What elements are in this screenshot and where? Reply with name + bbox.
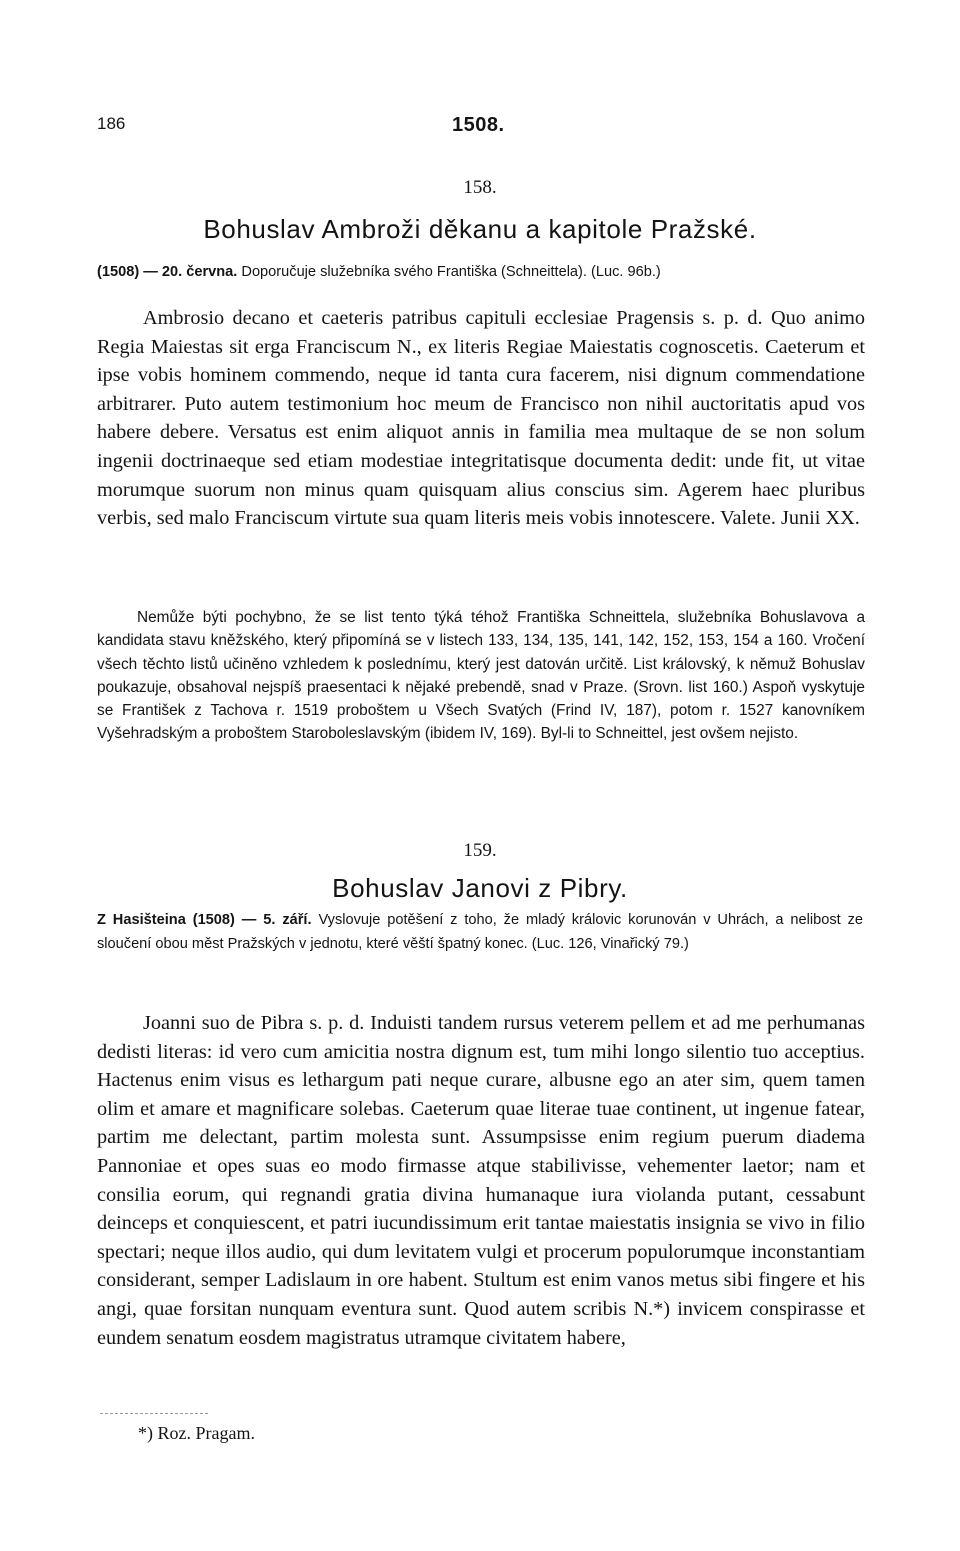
footnote: *) Roz. Pragam.: [138, 1423, 255, 1443]
letter-159-title: Bohuslav Janovi z Pibry.: [332, 873, 628, 903]
letter-159-number: 159.: [463, 840, 497, 861]
letter-159-regest-text: Vyslovuje potěšení z toho, že mladý královic korunován v Uhrách, a nelibost ze sloučení obou měst Pražských v jednotu, které věští špatný konec. (Luc. 126, Vinařický 79.): [97, 912, 864, 952]
letter-158-regest-date: (1508) — 20. června.: [97, 264, 238, 280]
letter-158-regest-text: Doporučuje služebníka svého Františka (Schneittela). (Luc. 96b.): [241, 264, 661, 280]
letter-158-body: Ambrosio decano et caeteris patribus capituli ecclesiae Pragensis s. p. d. Quo animo Regia Maiestas sit erga Franciscum N., ex literis Regiae Maiestatis cognoscetis. Caeterum et ipse vobis hominem commendo, neque id tanta cura facerem, nisi dignum commendatione arbitrarer. Puto autem testimonium hoc meum de Francisco non nihil auctoritatis apud vos habere debere. Versatus est enim aliquot annis in familia mea multaque de se non solum ingenii doctrinaeque sed etiam modestiae integritatisque documenta dedit: unde fit, ut vitae morumque suorum non minus quam quisquam alius conscius sim. Agerem haec pluribus verbis, sed malo Franciscum virtute sua quam literis meis vobis innotescere. Valete. Junii XX.: [97, 307, 865, 530]
running-head-year: 1508.: [452, 114, 505, 136]
letter-158-regest: [97, 260, 863, 284]
letter-158-number: 158.: [463, 177, 497, 198]
letter-158-commentary: Nemůže býti pochybno, že se list tento týká téhož Františka Schneittela, služebníka Bohuslavova a kandidata stavu kněžského, který připomíná se v listech 133, 134, 135, 141, 142, 152, 153, 154 a 160. Vročení všech těchto listů učiněno vzhledem k poslednímu, který jest datován určitě. List královský, k němuž Bohuslav poukazuje, obsahoval nejspíš praesentaci k nějaké prebendě, snad v Praze. (Srovn. list 160.) Aspoň vyskytuje se František z Tachova r. 1519 proboštem u Všech Svatých (Frind IV, 187), potom r. 1527 kanovníkem Vyšehradským a proboštem Staroboleslavským (ibidem IV, 169). Byl-li to Schneittel, jest ovšem nejisto.: [97, 609, 865, 743]
letter-159-regest-date: Z Hasišteina (1508) — 5. září.: [97, 912, 312, 928]
page-number: 186: [97, 114, 126, 133]
running-head: [97, 114, 863, 142]
letter-159-regest: [97, 908, 863, 956]
letter-159-body: Joanni suo de Pibra s. p. d. Induisti tandem rursus veterem pellem et ad me perhumanas dedisti literas: id vero cum amicitia nostra dignum est, tum mihi longo silentio tuo acceptius. Hactenus enim visus es lethargum pati neque curare, albusne ego an ater sim, quem tamen olim et amare et magnificare solebas. Caeterum quae literae tuae continent, ut ingenue fatear, partim me delectant, partim molesta sunt. Assumpsisse enim regium puerum diadema Pannoniae et opes suas eo modo firmasse atque stabilivisse, vehementer laetor; nam et consilia eorum, qui regnandi gratia divina humanaque iura violanda putant, cessabunt deinceps et conquiescent, et patri iucundissimum erit tantae maiestatis insignia se vivo in filio spectari; neque illos audio, qui dum levitatem vulgi et procerum populorumque inconstantiam considerant, semper Ladislaum in ore habent. Stultum est enim vanos metus sibi fingere et his angi, quae forsitan nunquam eventura sunt. Quod autem scribis N.*) invicem conspirasse et eundem senatum eosdem magistratus utramque civitatem habere,: [97, 1012, 865, 1349]
letter-158-title: Bohuslav Ambroži děkanu a kapitole Pražské.: [203, 214, 757, 244]
footnote-divider: [100, 1413, 208, 1414]
